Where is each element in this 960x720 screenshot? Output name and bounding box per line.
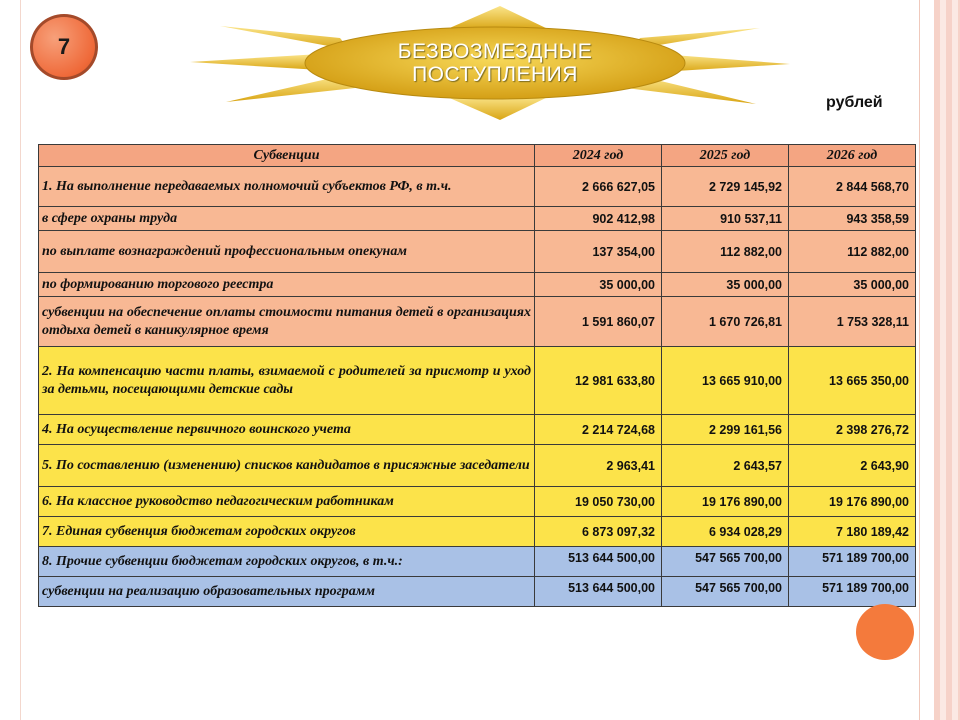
table-row bbox=[39, 167, 916, 207]
row-name: 5. По составлению (изменению) списков кандидатов в присяжные заседатели bbox=[39, 445, 535, 487]
value-2025: 13 665 910,00 bbox=[662, 347, 789, 415]
value-2026: 2 844 568,70 bbox=[789, 167, 916, 207]
row-name: в сфере охраны труда bbox=[39, 207, 535, 231]
header-subventions: Субвенции bbox=[39, 145, 535, 167]
decorative-orange-circle bbox=[856, 604, 914, 660]
value-2024: 35 000,00 bbox=[535, 273, 662, 297]
header-2025: 2025 год bbox=[662, 145, 789, 167]
table-row bbox=[39, 415, 916, 445]
banner-title-line2: ПОСТУПЛЕНИЯ bbox=[412, 63, 578, 86]
value-2026: 13 665 350,00 bbox=[789, 347, 916, 415]
value-2026: 2 643,90 bbox=[789, 445, 916, 487]
value-2024: 19 050 730,00 bbox=[535, 487, 662, 517]
value-2025: 1 670 726,81 bbox=[662, 297, 789, 347]
value-2024: 902 412,98 bbox=[535, 207, 662, 231]
value-2025: 910 537,11 bbox=[662, 207, 789, 231]
table-row bbox=[39, 577, 916, 607]
value-2025: 2 299 161,56 bbox=[662, 415, 789, 445]
row-name: 6. На классное руководство педагогическим работникам bbox=[39, 487, 535, 517]
value-2026: 19 176 890,00 bbox=[789, 487, 916, 517]
row-name: по выплате вознаграждений профессиональным опекунам bbox=[39, 231, 535, 273]
table-row bbox=[39, 487, 916, 517]
units-label: рублей bbox=[826, 94, 883, 111]
value-2025: 19 176 890,00 bbox=[662, 487, 789, 517]
value-2025: 547 565 700,00 bbox=[662, 547, 789, 577]
value-2026: 35 000,00 bbox=[789, 273, 916, 297]
value-2026: 2 398 276,72 bbox=[789, 415, 916, 445]
value-2024: 2 963,41 bbox=[535, 445, 662, 487]
row-name: 1. На выполнение передаваемых полномочий субъектов РФ, в т.ч. bbox=[39, 167, 535, 207]
value-2025: 6 934 028,29 bbox=[662, 517, 789, 547]
value-2026: 1 753 328,11 bbox=[789, 297, 916, 347]
value-2024: 2 214 724,68 bbox=[535, 415, 662, 445]
value-2024: 137 354,00 bbox=[535, 231, 662, 273]
value-2025: 35 000,00 bbox=[662, 273, 789, 297]
value-2026: 7 180 189,42 bbox=[789, 517, 916, 547]
row-name: 2. На компенсацию части платы, взимаемой с родителей за присмотр и уход за детьми, посещающими детские сады bbox=[39, 347, 535, 415]
value-2025: 2 643,57 bbox=[662, 445, 789, 487]
ray-bottom bbox=[445, 96, 550, 120]
header-2024: 2024 год bbox=[535, 145, 662, 167]
ray-left-mid bbox=[190, 54, 320, 70]
left-frame-line bbox=[20, 0, 21, 720]
value-2026: 571 189 700,00 bbox=[789, 577, 916, 607]
row-name: 8. Прочие субвенции бюджетам городских округов, в т.ч.: bbox=[39, 547, 535, 577]
header-2026: 2026 год bbox=[789, 145, 916, 167]
value-2026: 571 189 700,00 bbox=[789, 547, 916, 577]
right-frame-line bbox=[919, 0, 920, 720]
table-row bbox=[39, 547, 916, 577]
value-2026: 112 882,00 bbox=[789, 231, 916, 273]
slide-number: 7 bbox=[57, 34, 71, 59]
right-decorative-stripe bbox=[934, 0, 960, 720]
value-2024: 6 873 097,32 bbox=[535, 517, 662, 547]
value-2024: 2 666 627,05 bbox=[535, 167, 662, 207]
value-2024: 513 644 500,00 bbox=[535, 547, 662, 577]
subventions-table bbox=[38, 144, 916, 607]
row-name: 7. Единая субвенция бюджетам городских округов bbox=[39, 517, 535, 547]
row-name: по формированию торгового реестра bbox=[39, 273, 535, 297]
row-name: субвенции на обеспечение оплаты стоимости питания детей в организациях отдыха детей в каникулярное время bbox=[39, 297, 535, 347]
table-row bbox=[39, 445, 916, 487]
table-row bbox=[39, 297, 916, 347]
value-2025: 2 729 145,92 bbox=[662, 167, 789, 207]
banner-title bbox=[360, 40, 630, 86]
value-2024: 513 644 500,00 bbox=[535, 577, 662, 607]
table-row bbox=[39, 273, 916, 297]
table-row bbox=[39, 231, 916, 273]
row-name: субвенции на реализацию образовательных программ bbox=[39, 577, 535, 607]
value-2025: 547 565 700,00 bbox=[662, 577, 789, 607]
table-row bbox=[39, 207, 916, 231]
table-header-row bbox=[39, 145, 916, 167]
slide-number-badge bbox=[30, 14, 98, 80]
value-2026: 943 358,59 bbox=[789, 207, 916, 231]
value-2024: 12 981 633,80 bbox=[535, 347, 662, 415]
value-2024: 1 591 860,07 bbox=[535, 297, 662, 347]
banner-title-line1: БЕЗВОЗМЕЗДНЫЕ bbox=[397, 40, 593, 63]
table-row bbox=[39, 347, 916, 415]
row-name: 4. На осуществление первичного воинского учета bbox=[39, 415, 535, 445]
table-row bbox=[39, 517, 916, 547]
value-2025: 112 882,00 bbox=[662, 231, 789, 273]
ray-top bbox=[445, 6, 550, 30]
